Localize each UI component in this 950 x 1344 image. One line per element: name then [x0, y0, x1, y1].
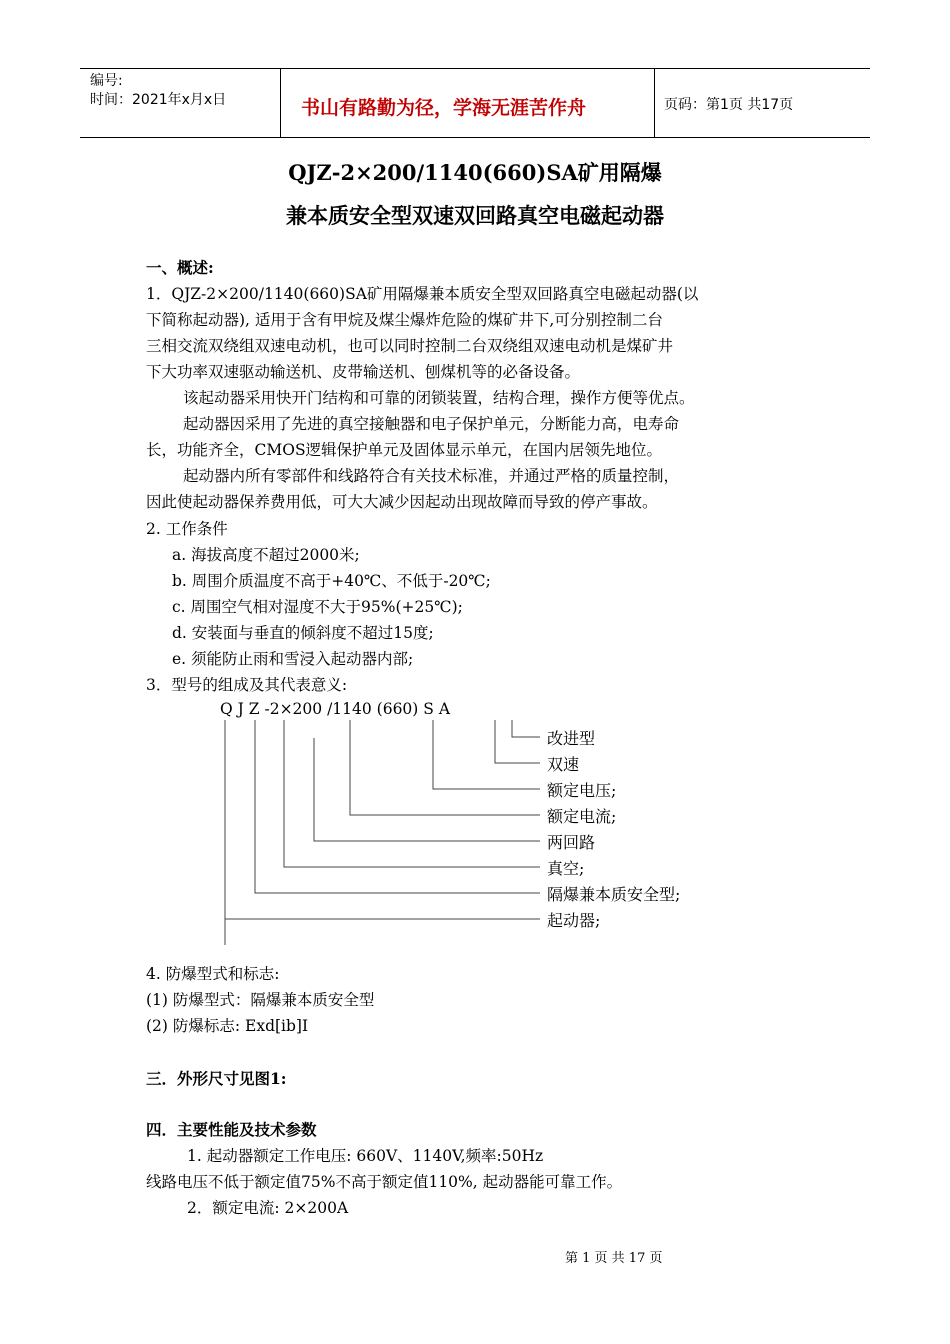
paragraph-4-line-2: 因此使起动器保养费用低，可大大减少因起动出现故障而导致的停产事故。: [146, 493, 658, 511]
model-label-rated-voltage: 额定电压;: [547, 781, 617, 800]
paragraph-2: 该起动器采用快开门结构和可靠的闭锁装置，结构合理，操作方便等优点。: [183, 389, 695, 407]
model-label-two-circuit: 两回路: [547, 833, 596, 852]
paragraph-3-line-2: 长，功能齐全，CMOS逻辑保护单元及固体显示单元，在国内居领先地位。: [146, 441, 663, 459]
model-heading: 3．型号的组成及其代表意义:: [146, 676, 348, 694]
paragraph-3-line-1: 起动器因采用了先进的真空接触器和电子保护单元，分断能力高，电寿命: [183, 415, 680, 433]
paragraph-1-line-3: 三相交流双绕组双速电动机，也可以同时控制二台双绕组双速电动机是煤矿井: [146, 337, 674, 355]
condition-item: e. 须能防止雨和雪浸入起动器内部;: [172, 650, 414, 668]
explosion-heading: 4. 防爆型式和标志:: [146, 965, 280, 983]
condition-item: b. 周围介质温度不高于+40℃、不低于-20℃;: [172, 572, 491, 590]
model-label-vacuum: 真空;: [547, 859, 585, 878]
title-line-1: QJZ-2×200/1140(660)SA矿用隔爆: [288, 160, 662, 185]
conditions-heading: 2. 工作条件: [146, 520, 228, 538]
condition-item: a. 海拔高度不超过2000米;: [172, 546, 360, 564]
motto: 书山有路勤为径，学海无涯苦作舟: [301, 97, 587, 119]
dimensions-heading: 三．外形尺寸见图1:: [146, 1069, 287, 1088]
paragraph-1-line-4: 下大功率双速驱动输送机、皮带输送机、刨煤机等的必备设备。: [146, 363, 581, 381]
document-date: 时间：2021年x月x日: [90, 92, 227, 108]
explosion-mark: (2) 防爆标志: Exd[ib]I: [146, 1017, 309, 1035]
parameter-1-line-1: 1. 起动器额定工作电压: 660V、1140V,频率:50Hz: [187, 1147, 544, 1165]
parameters-heading: 四．主要性能及技术参数: [146, 1120, 317, 1139]
overview-heading: 一、概述:: [146, 258, 214, 277]
parameter-2: 2．额定电流: 2×200A: [187, 1199, 349, 1217]
model-label-rated-current: 额定电流;: [547, 807, 617, 826]
paragraph-4-line-1: 起动器内所有零部件和线路符合有关技术标准，并通过严格的质量控制，: [183, 467, 680, 485]
model-label-starter: 起动器;: [547, 911, 601, 930]
model-label-dual-speed: 双速: [547, 755, 580, 774]
condition-item: d. 安装面与垂直的倾斜度不超过15度;: [172, 624, 434, 642]
page-footer: 第 1 页 共 17 页: [565, 1251, 663, 1266]
model-label-flameproof: 隔爆兼本质安全型;: [547, 885, 681, 904]
title-line-2: 兼本质安全型双速双回路真空电磁起动器: [286, 203, 664, 228]
model-code: Q J Z -2×200 /1140 (660) S A: [220, 700, 451, 718]
condition-item: c. 周围空气相对湿度不大于95%(+25℃);: [172, 598, 463, 616]
paragraph-1-line-2: 下简称起动器), 适用于含有甲烷及煤尘爆炸危险的煤矿井下,可分别控制二台: [146, 311, 663, 329]
model-label-improved: 改进型: [547, 729, 596, 748]
page-code: 页码：第1页 共17页: [664, 97, 794, 113]
document-number: 编号:: [90, 73, 123, 89]
explosion-type: (1) 防爆型式：隔爆兼本质安全型: [146, 991, 375, 1009]
parameter-1-line-2: 线路电压不低于额定值75%不高于额定值110%, 起动器能可靠工作。: [146, 1173, 623, 1191]
paragraph-1-line-1: 1．QJZ-2×200/1140(660)SA矿用隔爆兼本质安全型双回路真空电磁起动器(以: [146, 285, 699, 303]
